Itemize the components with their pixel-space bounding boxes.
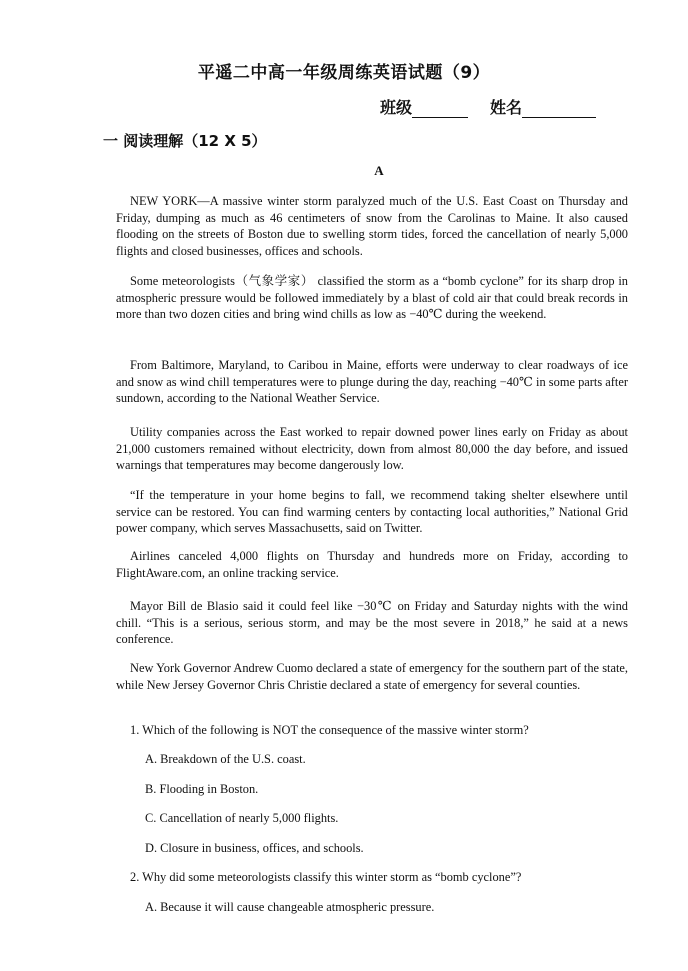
name-blank[interactable] — [522, 99, 596, 118]
question-1-option-a[interactable]: A. Breakdown of the U.S. coast. — [145, 752, 306, 766]
question-1-option-c[interactable]: C. Cancellation of nearly 5,000 flights. — [145, 811, 339, 825]
paragraph-5 — [116, 487, 628, 537]
paragraph-2-before: Some meteorologists（气象学家） classified the storm as a “bomb cyclone” for its sharp drop in atmospheric pressure would be followed immediately by a blast of cold air that could break records in more than two dozen cities and bring wind chills as low as — [116, 274, 628, 321]
passage-label: A — [374, 163, 384, 178]
paragraph-6-text: Airlines canceled 4,000 flights on Thursday and hundreds more on Friday, according to FlightAware.com, an online tracking service. — [116, 549, 628, 580]
question-1-option-b[interactable]: B. Flooding in Boston. — [145, 782, 259, 796]
paragraph-8 — [116, 660, 628, 693]
question-2-option-a[interactable]: A. Because it will cause changeable atmospheric pressure. — [145, 900, 435, 914]
paragraph-4 — [116, 424, 628, 474]
paragraph-7-after: on Friday and Saturday nights with the wind chill. “This is a serious, serious storm, and may be the most severe in 2018,” he said at a news conference. — [116, 599, 628, 646]
paragraph-7 — [116, 598, 628, 648]
class-blank[interactable] — [412, 99, 468, 118]
question-1-option-d[interactable]: D. Closure in business, offices, and schools. — [145, 841, 364, 855]
section-title: 一 阅读理解（12 X 5） — [103, 132, 267, 150]
paragraph-3-before: From Baltimore, Maryland, to Caribou in Maine, efforts were underway to clear roadways of ice and snow as wind chill temperatures were to plunge during the day, reaching — [116, 358, 628, 389]
paragraph-3-text — [116, 357, 628, 407]
name-label: 姓名 — [490, 98, 523, 117]
paragraph-6 — [116, 548, 628, 581]
temperature-value: −40℃ — [409, 307, 443, 321]
paragraph-1-text: NEW YORK—A massive winter storm paralyzed much of the U.S. East Coast on Thursday and Friday, dumping as much as 46 centimeters of snow from the Carolinas to Maine. It also caused flooding on the streets of Boston due to swelling storm tides, forced the cancellation of nearly 5,000 flights and closed businesses, offices and schools. — [116, 194, 628, 258]
paragraph-2 — [116, 273, 628, 323]
temperature-value: −40℃ — [499, 374, 533, 389]
paragraph-3 — [116, 357, 628, 407]
question-2: 2. Why did some meteorologists classify this winter storm as “bomb cyclone”? — [130, 870, 522, 884]
paragraph-5-text: “If the temperature in your home begins to fall, we recommend taking shelter elsewhere until service can be restored. You can find warming centers by contacting local authorities,” National Grid power company, which serves Massachusetts, said on Twitter. — [116, 488, 628, 535]
paragraph-1 — [116, 193, 628, 259]
class-name-line — [380, 95, 596, 118]
temperature-value: −30℃ — [357, 599, 394, 613]
exam-title: 平遥二中高一年级周练英语试题（9） — [197, 63, 491, 83]
paragraph-2-after: during the weekend. — [442, 307, 547, 321]
paragraph-7-before: Mayor Bill de Blasio said it could feel like — [130, 599, 358, 613]
paragraph-4-text: Utility companies across the East worked to repair downed power lines early on Friday as about 21,000 customers remained without electricity, down from almost 80,000 the day before, and issued warnings that temperatures may become dangerously low. — [116, 425, 628, 472]
paragraph-3-after: in some parts after sundown, according to the National Weather Service. — [116, 374, 628, 405]
paragraph-2-text — [116, 273, 628, 323]
paragraph-8-text: New York Governor Andrew Cuomo declared a state of emergency for the southern part of the state, while New Jersey Governor Chris Christie declared a state of emergency for several counties. — [116, 661, 628, 692]
class-label: 班级 — [380, 98, 413, 117]
paragraph-7-text — [116, 598, 628, 648]
question-1: 1. Which of the following is NOT the consequence of the massive winter storm? — [130, 723, 529, 737]
